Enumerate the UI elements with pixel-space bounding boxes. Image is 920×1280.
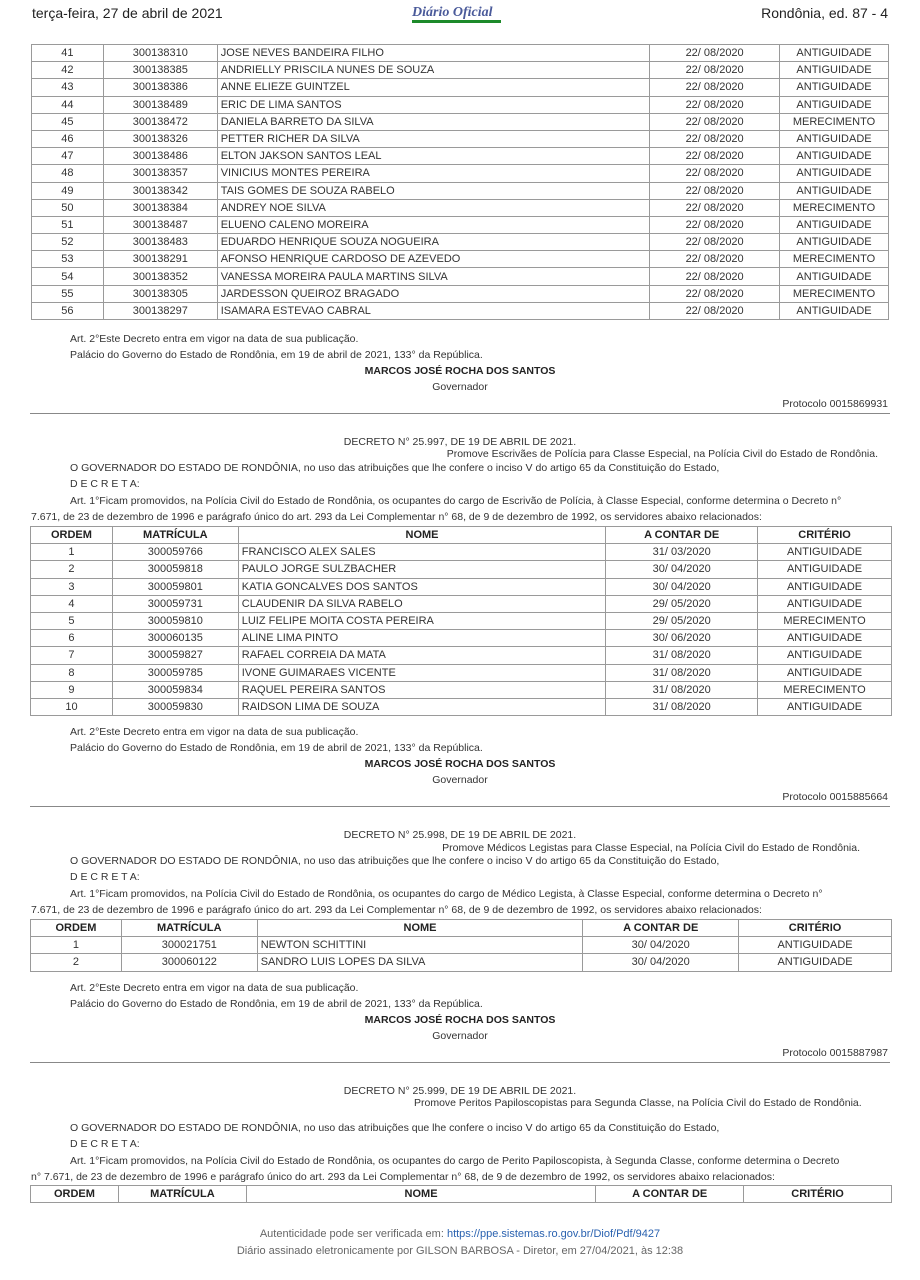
cell-nome: PETTER RICHER DA SILVA [217,130,650,147]
cell-a-contar-de: 22/ 08/2020 [650,251,780,268]
cell-matricula: 300138310 [103,45,217,62]
publication-date: terça-feira, 27 de abril de 2021 [32,5,223,21]
table-header-row [31,527,892,544]
cell-nome: KATIA GONCALVES DOS SANTOS [238,578,606,595]
table-row [31,612,892,629]
cell-nome: VANESSA MOREIRA PAULA MARTINS SILVA [217,268,650,285]
promotion-table-medicos [30,919,892,972]
cell-ordem: 3 [31,578,113,595]
table-header-row [31,920,892,937]
cell-nome: CLAUDENIR DA SILVA RABELO [238,595,606,612]
column-header-matricula: MATRÍCULA [118,1186,246,1203]
cell-ordem: 6 [31,630,113,647]
cell-criterio: MERECIMENTO [780,113,889,130]
cell-criterio: ANTIGUIDADE [758,664,892,681]
cell-a-contar-de: 22/ 08/2020 [650,45,780,62]
cell-criterio: ANTIGUIDADE [739,937,892,954]
column-header-a-contar-de: A CONTAR DE [596,1186,744,1203]
cell-a-contar-de: 22/ 08/2020 [650,79,780,96]
cell-ordem: 53 [32,251,104,268]
edition-label: Rondônia, ed. 87 - 4 [761,5,888,21]
cell-a-contar-de: 22/ 08/2020 [650,234,780,251]
table-header-row [31,1186,892,1203]
cell-matricula: 300060122 [121,954,257,971]
cell-ordem: 47 [32,148,104,165]
table-row [32,302,889,319]
cell-criterio: ANTIGUIDADE [780,79,889,96]
cell-nome: RAQUEL PEREIRA SANTOS [238,681,606,698]
cell-matricula: 300138385 [103,62,217,79]
cell-a-contar-de: 22/ 08/2020 [650,216,780,233]
cell-nome: SANDRO LUIS LOPES DA SILVA [257,954,583,971]
cell-ordem: 2 [31,561,113,578]
cell-criterio: ANTIGUIDADE [780,216,889,233]
title-underline [412,20,501,23]
cell-criterio: MERECIMENTO [780,251,889,268]
column-header-ordem: ORDEM [31,1186,119,1203]
table-row [32,165,889,182]
cell-a-contar-de: 31/ 08/2020 [606,681,758,698]
cell-ordem: 49 [32,182,104,199]
table-row [32,234,889,251]
article-1-line-1: Art. 1°Ficam promovidos, na Polícia Civil do Estado de Rondônia, os ocupantes do cargo de Perito Papiloscopista, à Segunda Classe, conforme determina o Decreto [70,1155,840,1167]
cell-criterio: ANTIGUIDADE [758,647,892,664]
column-header-criterio: CRITÉRIO [744,1186,892,1203]
cell-matricula: 300060135 [112,630,238,647]
cell-criterio: ANTIGUIDADE [780,234,889,251]
cell-matricula: 300138305 [103,285,217,302]
cell-ordem: 41 [32,45,104,62]
cell-criterio: ANTIGUIDADE [780,268,889,285]
table-row [32,251,889,268]
signature-note: Diário assinado eletronicamente por GILSON BARBOSA - Diretor, em 27/04/2021, às 12:38 [236,1245,684,1257]
cell-a-contar-de: 22/ 08/2020 [650,113,780,130]
cell-a-contar-de: 30/ 06/2020 [606,630,758,647]
column-header-nome: NOME [238,527,606,544]
cell-ordem: 46 [32,130,104,147]
column-header-a-contar-de: A CONTAR DE [606,527,758,544]
article-1-line-2: n° 7.671, de 23 de dezembro de 1996 e parágrafo único do art. 293 da Lei Complementar n° 68, de 9 de dezembro de 1992, os servidores abaixo relacionados: [31,1171,775,1183]
palace-line: Palácio do Governo do Estado de Rondônia, em 19 de abril de 2021, 133° da República. [70,742,483,754]
cell-criterio: ANTIGUIDADE [780,148,889,165]
section-divider [30,1062,890,1063]
cell-ordem: 5 [31,612,113,629]
decreta-label: D E C R E T A: [70,478,140,490]
cell-criterio: ANTIGUIDADE [758,630,892,647]
protocol-number: Protocolo 0015887987 [782,1047,888,1059]
signer-role: Governador [432,1030,488,1042]
signer-name: MARCOS JOSÉ ROCHA DOS SANTOS [364,758,556,770]
cell-matricula: 300059766 [112,544,238,561]
column-header-a-contar-de: A CONTAR DE [583,920,739,937]
cell-nome: ELUENO CALENO MOREIRA [217,216,650,233]
cell-a-contar-de: 22/ 08/2020 [650,182,780,199]
cell-nome: ANDRIELLY PRISCILA NUNES DE SOUZA [217,62,650,79]
cell-ordem: 8 [31,664,113,681]
section-divider [30,413,890,414]
table-row [32,45,889,62]
section-divider [30,806,890,807]
cell-ordem: 9 [31,681,113,698]
cell-nome: RAIDSON LIMA DE SOUZA [238,698,606,715]
cell-nome: JARDESSON QUEIROZ BRAGADO [217,285,650,302]
cell-a-contar-de: 29/ 05/2020 [606,612,758,629]
cell-matricula: 300059810 [112,612,238,629]
cell-matricula: 300059785 [112,664,238,681]
cell-matricula: 300138342 [103,182,217,199]
cell-criterio: ANTIGUIDADE [780,45,889,62]
article-2: Art. 2°Este Decreto entra em vigor na data de sua publicação. [70,726,359,738]
column-header-nome: NOME [246,1186,595,1203]
cell-a-contar-de: 22/ 08/2020 [650,199,780,216]
cell-matricula: 300059830 [112,698,238,715]
table-row [32,182,889,199]
decree-preamble: O GOVERNADOR DO ESTADO DE RONDÔNIA, no uso das atribuições que lhe confere o inciso V do artigo 65 da Constituição do Estado, [70,855,720,867]
table-row [32,148,889,165]
cell-a-contar-de: 30/ 04/2020 [583,954,739,971]
cell-nome: ERIC DE LIMA SANTOS [217,96,650,113]
cell-ordem: 2 [31,954,122,971]
publication-title: Diário Oficial [412,5,493,20]
cell-matricula: 300138326 [103,130,217,147]
signer-name: MARCOS JOSÉ ROCHA DOS SANTOS [364,1014,556,1026]
cell-nome: VINICIUS MONTES PEREIRA [217,165,650,182]
cell-nome: PAULO JORGE SULZBACHER [238,561,606,578]
palace-line: Palácio do Governo do Estado de Rondônia, em 19 de abril de 2021, 133° da República. [70,349,483,361]
article-1-line-1: Art. 1°Ficam promovidos, na Polícia Civil do Estado de Rondônia, os ocupantes do cargo de Escrivão de Polícia, à Classe Especial, conforme determina o Decreto n° [70,495,842,507]
cell-a-contar-de: 22/ 08/2020 [650,268,780,285]
cell-nome: JOSE NEVES BANDEIRA FILHO [217,45,650,62]
cell-nome: ISAMARA ESTEVAO CABRAL [217,302,650,319]
cell-matricula: 300138486 [103,148,217,165]
cell-matricula: 300138352 [103,268,217,285]
table-row [32,113,889,130]
cell-nome: ELTON JAKSON SANTOS LEAL [217,148,650,165]
cell-nome: AFONSO HENRIQUE CARDOSO DE AZEVEDO [217,251,650,268]
promotion-table-continued [31,44,889,320]
article-1-line-2: 7.671, de 23 de dezembro de 1996 e parágrafo único do art. 293 da Lei Complementar n° 68, de 9 de dezembro de 1992, os servidores abaixo relacionados: [31,511,762,523]
authenticity-link[interactable]: https://ppe.sistemas.ro.gov.br/Diof/Pdf/9427 [446,1228,661,1240]
cell-ordem: 10 [31,698,113,715]
cell-criterio: ANTIGUIDADE [739,954,892,971]
table-row [31,698,892,715]
cell-a-contar-de: 29/ 05/2020 [606,595,758,612]
promotion-table-escrivaes [30,526,892,716]
table-row [31,544,892,561]
promotion-table-peritos [30,1185,892,1203]
page-header [0,0,920,28]
cell-criterio: ANTIGUIDADE [758,698,892,715]
signer-role: Governador [432,381,488,393]
cell-ordem: 43 [32,79,104,96]
table-row [31,561,892,578]
table-row [31,681,892,698]
cell-ordem: 48 [32,165,104,182]
protocol-number: Protocolo 0015869931 [782,398,888,410]
cell-criterio: MERECIMENTO [758,681,892,698]
cell-matricula: 300138483 [103,234,217,251]
column-header-ordem: ORDEM [31,527,113,544]
table-row [32,62,889,79]
cell-matricula: 300059731 [112,595,238,612]
cell-nome: IVONE GUIMARAES VICENTE [238,664,606,681]
column-header-criterio: CRITÉRIO [758,527,892,544]
cell-criterio: ANTIGUIDADE [780,62,889,79]
cell-matricula: 300138357 [103,165,217,182]
cell-nome: ANDREY NOE SILVA [217,199,650,216]
decreta-label: D E C R E T A: [70,1138,140,1150]
cell-matricula: 300138384 [103,199,217,216]
cell-ordem: 51 [32,216,104,233]
article-2: Art. 2°Este Decreto entra em vigor na data de sua publicação. [70,982,359,994]
cell-ordem: 4 [31,595,113,612]
article-1-line-1: Art. 1°Ficam promovidos, na Polícia Civil do Estado de Rondônia, os ocupantes do cargo de Médico Legista, à Classe Especial, conforme determina o Decreto n° [70,888,823,900]
table-row [32,268,889,285]
table-row [31,578,892,595]
cell-criterio: ANTIGUIDADE [780,182,889,199]
cell-a-contar-de: 31/ 08/2020 [606,698,758,715]
cell-nome: RAFAEL CORREIA DA MATA [238,647,606,664]
cell-a-contar-de: 22/ 08/2020 [650,285,780,302]
cell-nome: EDUARDO HENRIQUE SOUZA NOGUEIRA [217,234,650,251]
table-row [32,130,889,147]
authenticity-label: Autenticidade pode ser verificada em: [259,1228,447,1240]
cell-a-contar-de: 22/ 08/2020 [650,62,780,79]
cell-nome: NEWTON SCHITTINI [257,937,583,954]
cell-a-contar-de: 22/ 08/2020 [650,148,780,165]
decree-title: DECRETO N° 25.999, DE 19 DE ABRIL DE 2021. [343,1085,577,1097]
article-2: Art. 2°Este Decreto entra em vigor na data de sua publicação. [70,333,359,345]
table-row [31,595,892,612]
table-row [31,937,892,954]
decreta-label: D E C R E T A: [70,871,140,883]
cell-matricula: 300059834 [112,681,238,698]
cell-ordem: 44 [32,96,104,113]
table-row [32,79,889,96]
cell-nome: FRANCISCO ALEX SALES [238,544,606,561]
cell-a-contar-de: 22/ 08/2020 [650,96,780,113]
cell-nome: LUIZ FELIPE MOITA COSTA PEREIRA [238,612,606,629]
column-header-criterio: CRITÉRIO [739,920,892,937]
article-1-line-2: 7.671, de 23 de dezembro de 1996 e parágrafo único do art. 293 da Lei Complementar n° 68, de 9 de dezembro de 1992, os servidores abaixo relacionados: [31,904,762,916]
signer-role: Governador [432,774,488,786]
cell-ordem: 54 [32,268,104,285]
cell-a-contar-de: 31/ 08/2020 [606,647,758,664]
cell-matricula: 300138472 [103,113,217,130]
cell-ordem: 42 [32,62,104,79]
cell-a-contar-de: 31/ 03/2020 [606,544,758,561]
cell-matricula: 300021751 [121,937,257,954]
cell-nome: ANNE ELIEZE GUINTZEL [217,79,650,96]
palace-line: Palácio do Governo do Estado de Rondônia, em 19 de abril de 2021, 133° da República. [70,998,483,1010]
cell-ordem: 1 [31,937,122,954]
cell-matricula: 300138386 [103,79,217,96]
cell-a-contar-de: 30/ 04/2020 [606,561,758,578]
cell-matricula: 300138487 [103,216,217,233]
table-row [31,954,892,971]
cell-criterio: ANTIGUIDADE [758,561,892,578]
cell-a-contar-de: 22/ 08/2020 [650,302,780,319]
cell-criterio: ANTIGUIDADE [780,302,889,319]
cell-ordem: 45 [32,113,104,130]
cell-criterio: ANTIGUIDADE [780,130,889,147]
cell-criterio: MERECIMENTO [758,612,892,629]
authenticity-note [0,1228,920,1240]
column-header-matricula: MATRÍCULA [112,527,238,544]
table-row [31,664,892,681]
cell-criterio: ANTIGUIDADE [758,595,892,612]
cell-criterio: ANTIGUIDADE [758,544,892,561]
signer-name: MARCOS JOSÉ ROCHA DOS SANTOS [364,365,556,377]
cell-criterio: ANTIGUIDADE [780,165,889,182]
cell-ordem: 1 [31,544,113,561]
cell-ordem: 56 [32,302,104,319]
cell-ordem: 7 [31,647,113,664]
table-row [32,285,889,302]
table-row [31,630,892,647]
decree-preamble: O GOVERNADOR DO ESTADO DE RONDÔNIA, no uso das atribuições que lhe confere o inciso V do artigo 65 da Constituição do Estado, [70,1122,720,1134]
cell-ordem: 55 [32,285,104,302]
cell-criterio: MERECIMENTO [780,199,889,216]
cell-matricula: 300059818 [112,561,238,578]
cell-matricula: 300138291 [103,251,217,268]
cell-criterio: MERECIMENTO [780,285,889,302]
protocol-number: Protocolo 0015885664 [782,791,888,803]
cell-nome: TAIS GOMES DE SOUZA RABELO [217,182,650,199]
decree-summary: Promove Escrivães de Polícia para Classe Especial, na Polícia Civil do Estado de Rondônia. [446,448,878,460]
column-header-nome: NOME [257,920,583,937]
cell-ordem: 50 [32,199,104,216]
decree-title: DECRETO N° 25.997, DE 19 DE ABRIL DE 2021. [343,436,577,448]
cell-a-contar-de: 30/ 04/2020 [606,578,758,595]
cell-matricula: 300138297 [103,302,217,319]
cell-a-contar-de: 22/ 08/2020 [650,165,780,182]
cell-matricula: 300059827 [112,647,238,664]
cell-a-contar-de: 30/ 04/2020 [583,937,739,954]
table-row [31,647,892,664]
cell-a-contar-de: 31/ 08/2020 [606,664,758,681]
cell-a-contar-de: 22/ 08/2020 [650,130,780,147]
table-row [32,216,889,233]
cell-matricula: 300138489 [103,96,217,113]
cell-nome: DANIELA BARRETO DA SILVA [217,113,650,130]
table-row [32,96,889,113]
cell-criterio: ANTIGUIDADE [758,578,892,595]
column-header-ordem: ORDEM [31,920,122,937]
decree-summary: Promove Peritos Papiloscopistas para Segunda Classe, na Polícia Civil do Estado de Rondônia. [414,1097,862,1109]
cell-matricula: 300059801 [112,578,238,595]
cell-ordem: 52 [32,234,104,251]
decree-preamble: O GOVERNADOR DO ESTADO DE RONDÔNIA, no uso das atribuições que lhe confere o inciso V do artigo 65 da Constituição do Estado, [70,462,720,474]
cell-criterio: ANTIGUIDADE [780,96,889,113]
column-header-matricula: MATRÍCULA [121,920,257,937]
table-row [32,199,889,216]
decree-title: DECRETO N° 25.998, DE 19 DE ABRIL DE 2021. [343,829,577,841]
decree-summary: Promove Médicos Legistas para Classe Especial, na Polícia Civil do Estado de Rondônia. [442,842,860,854]
cell-nome: ALINE LIMA PINTO [238,630,606,647]
